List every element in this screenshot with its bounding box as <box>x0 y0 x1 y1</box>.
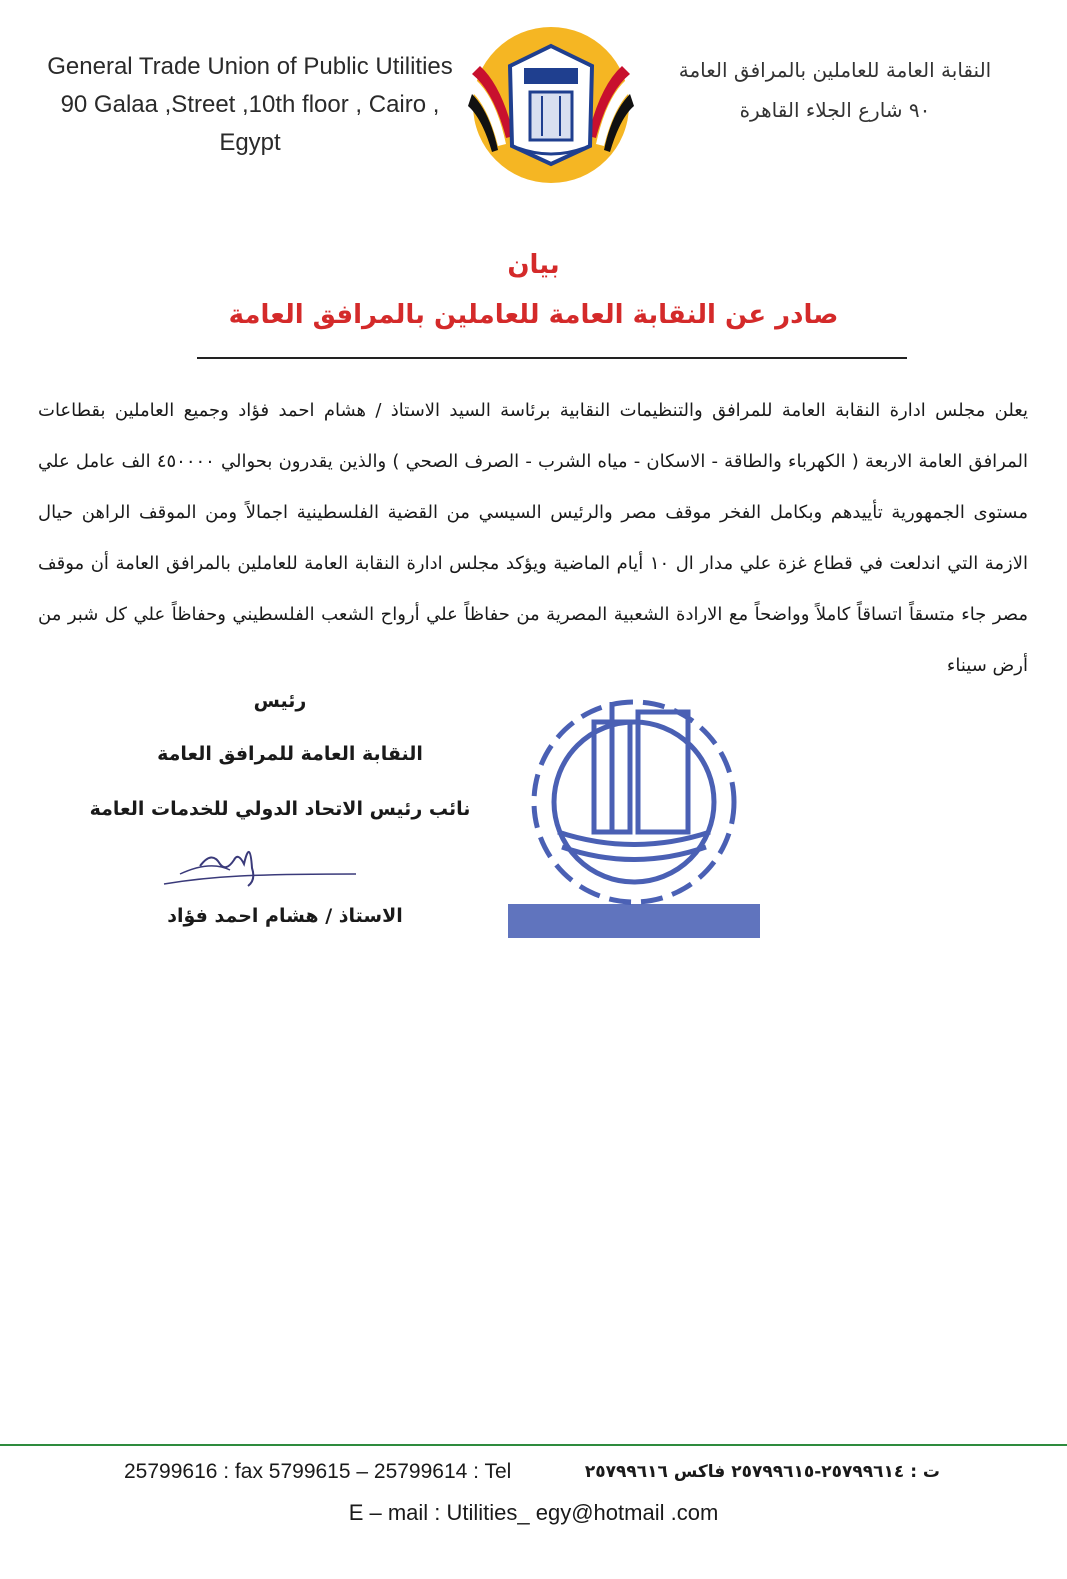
statement-body: يعلن مجلس ادارة النقابة العامة للمرافق والتنظيمات النقابية برئاسة السيد الاستاذ / هشام احمد فؤاد وجميع العاملين بقطاعات المرافق العامة الاربعة ( الكهرباء والطاقة - الاسكان - مياه الشرب - الصرف الصحي ) والذين يقدرون بحوالي ٤٥٠٠٠٠ الف عامل علي مستوى الجمهورية تأييدهم وبكامل الفخر موقف مصر والرئيس السيسي من القضية الفلسطينية اجمالاً ومن الموقف الراهن حيال الازمة التي اندلعت في قطاع غزة علي مدار ال ١٠ أيام الماضية ويؤكد مجلس ادارة النقابة العامة للعاملين بالمرافق العامة أن موقف مصر جاء متسقاً اتساقاً كاملاً وواضحاً مع الارادة الشعبية المصرية من حفاظاً علي أرواح الشعب الفلسطيني وحفاظاً علي كل شبر من أرض سيناء <box>38 400 1028 676</box>
title-divider <box>197 357 907 359</box>
header-english <box>40 48 460 162</box>
header-arabic <box>655 50 1015 130</box>
union-name-ar: النقابة العامة للعاملين بالمرافق العامة <box>678 58 992 82</box>
signatory-role: نائب رئيس الاتحاد الدولي للخدمات العامة <box>89 798 471 820</box>
signatory-title: رئيس <box>253 690 307 712</box>
handwritten-signature <box>160 830 360 900</box>
union-address-ar: ٩٠ شارع الجلاء القاهرة <box>739 98 931 122</box>
footer-divider <box>0 1444 1067 1446</box>
stamp-base <box>508 904 760 938</box>
statement-title: بيان <box>507 250 560 280</box>
union-stamp <box>498 682 770 946</box>
footer-contact-en: 25799616 : fax 5799615 – 25799614 : Tel <box>124 1460 512 1483</box>
union-address-en: 90 Galaa ,Street ,10th floor , Cairo , Egypt <box>60 91 440 156</box>
footer-email[interactable]: E – mail : Utilities_ egy@hotmail .com <box>348 1500 719 1525</box>
statement-subtitle: صادر عن النقابة العامة للعاملين بالمرافق العامة <box>228 300 839 330</box>
signatory-organization: النقابة العامة للمرافق العامة <box>157 743 423 765</box>
signatory-name: الاستاذ / هشام احمد فؤاد <box>167 905 403 927</box>
logo-banner <box>524 68 578 84</box>
footer-contact-ar: ت : ٢٥٧٩٩٦١٤-٢٥٧٩٩٦١٥ فاكس ٢٥٧٩٩٦١٦ <box>584 1462 940 1482</box>
union-logo <box>462 26 640 184</box>
logo-building <box>530 92 572 140</box>
stamp-gear <box>534 702 734 902</box>
union-name-en: General Trade Union of Public Utilities <box>47 53 453 80</box>
